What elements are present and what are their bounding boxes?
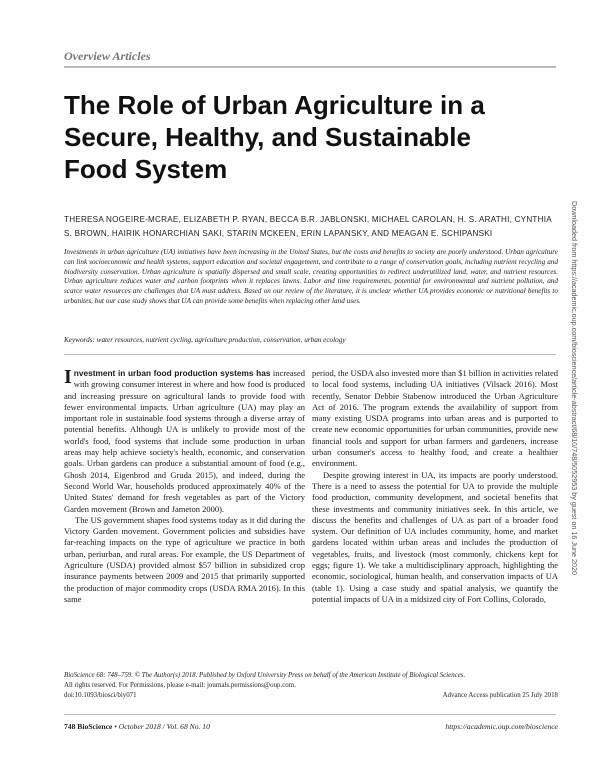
paragraph: The US government shapes food systems today as it did during the Victory Garden movement. Government policies and subsidies have far-reaching impacts on the type of agriculture we practice in both urban, periurban, and rural areas. For example, the US Department of Agriculture (USDA) provided almost $57 billion in subsidized crop insurance payments between 2009 and 2015 that primarily supported the production of major commodity crops (USDA RMA 2016). In this same <box>64 514 305 604</box>
download-watermark: Downloaded from https://academic.oup.com/bioscience/article-abstract/68/10/748/5052953 by guest on 16 June 2020 <box>570 201 579 575</box>
footer-rule <box>64 714 556 715</box>
body-column-right <box>312 368 558 605</box>
publication-info <box>64 671 558 700</box>
author-list: THERESA NOGEIRE-MCRAE, ELIZABETH P. RYAN, BECCA B.R. JABLONSKI, MICHAEL CAROLAN, H. S. ARATHI, CYNTHIA S. BROWN, HAIRIK HONARCHIAN SAKI, STARIN MCKEEN, ERIN LAPANSKY, AND MEAGAN E. SCHIPANSKI <box>64 215 552 238</box>
drop-cap: I <box>64 366 72 388</box>
paragraph: Despite growing interest in UA, its impacts are poorly understood. There is a need to assess the potential for UA to provide the multiple food production, community development, and societal benefits that these investments and community initiatives seek. In this article, we discuss the benefits and challenges of UA as part of a broader food system. Our definition of UA includes community, home, and market gardens located within urban areas and includes the production of vegetables, fruits, and livestock (most commonly, chickens kept for eggs; figure 1). We take a multidisciplinary approach, highlighting the economic, sociological, human health, and conservation impacts of UA (table 1). Using a case study and spatial analysis, we quantify the potential impacts of UA in a midsized city of Fort Collins, Colorado, <box>312 469 558 604</box>
paragraph <box>64 368 305 515</box>
page-number: 748 <box>64 722 76 731</box>
journal-name: BioScience <box>77 722 113 731</box>
abstract-rule <box>64 354 556 355</box>
issue-info: • October 2018 / Vol. 68 No. 10 <box>114 722 210 731</box>
article-title: The Role of Urban Agriculture in a Secure, Healthy, and Sustainable Food System <box>64 90 485 184</box>
doi-link[interactable]: doi:10.1093/biosci/biy071 <box>64 691 137 699</box>
advance-access: Advance Access publication 25 July 2018 <box>442 691 558 699</box>
lead-in: nvestment in urban food production systems has <box>73 368 271 378</box>
paragraph: period, the USDA also invested more than $1 billion in activities related to local food systems, including UA initiatives (Vilsack 2016). Most recently, Senator Debbie Stabenow introduced the Urban Agriculture Act of 2016. The program extends the availability of support from many existing USDA programs into urban areas and is purported to create new economic opportunities for urban communities, provide new financial tools and support for urban farmers and gardeners, increase urban consumer's access to healthy food, and create a healthier environment. <box>312 368 558 469</box>
keywords: Keywords: water resources, nutrient cycling, agriculture production, conservation, urban ecology <box>64 336 346 344</box>
section-label: Overview Articles <box>64 49 151 63</box>
paragraph-text: increased with growing consumer interest in where and how food is produced and increasing pressure on agricultural lands to provide food with fewer environmental impacts. Urban agriculture (UA) may play an important role in sustainable food systems through a diverse array of potential benefits. Although UA is unlikely to provide most of the world's food, food systems that include some production in urban areas may help achieve society's health, economic, and conservation goals. Urban gardens can produce a substantial amount of food (e.g., Ghosh 2014, Eigenbrod and Gruda 2015), and indeed, during the Second World War, households produced approximately 40% of the United States' demand for fresh vegetables as part of the Victory Garden movement (Brown and Jameton 2000). <box>64 368 306 514</box>
body-column-left <box>64 368 305 605</box>
rights-line: All rights reserved. For Permissions, please e-mail: journals.permissions@oup.com. <box>64 681 296 689</box>
journal-url-link[interactable]: https://academic.oup.com/bioscience <box>445 722 558 731</box>
page-footer <box>64 722 558 731</box>
citation-line: BioScience 68: 748–759. © The Author(s) 2018. Published by Oxford University Press on behalf of the American Institute of Biological Sciences. <box>64 672 466 679</box>
abstract: Investments in urban agriculture (UA) initiatives have been increasing in the United States, but the costs and benefits to society are poorly understood. Urban agriculture can link socioeconomic and health systems, support education and societal engagement, and contribute to a range of conservation goals, including nutrient recycling and biodiversity conservation. Urban agriculture is spatially dispersed and small scale, creating opportunities to redirect underutilized land, water, and nutrient resources. Urban agriculture reduces water and carbon footprints when it replaces lawns. Labor and time requirements, potential for environmental and nutrient pollution, and scarce water resources are challenges that UA must address. Based on our review of the literature, it is unclear whether UA provides economic or nutritional benefits to urbanites, but our case study shows that UA can provide some benefits when replacing other land uses. <box>64 248 558 305</box>
header-rule <box>64 66 556 68</box>
